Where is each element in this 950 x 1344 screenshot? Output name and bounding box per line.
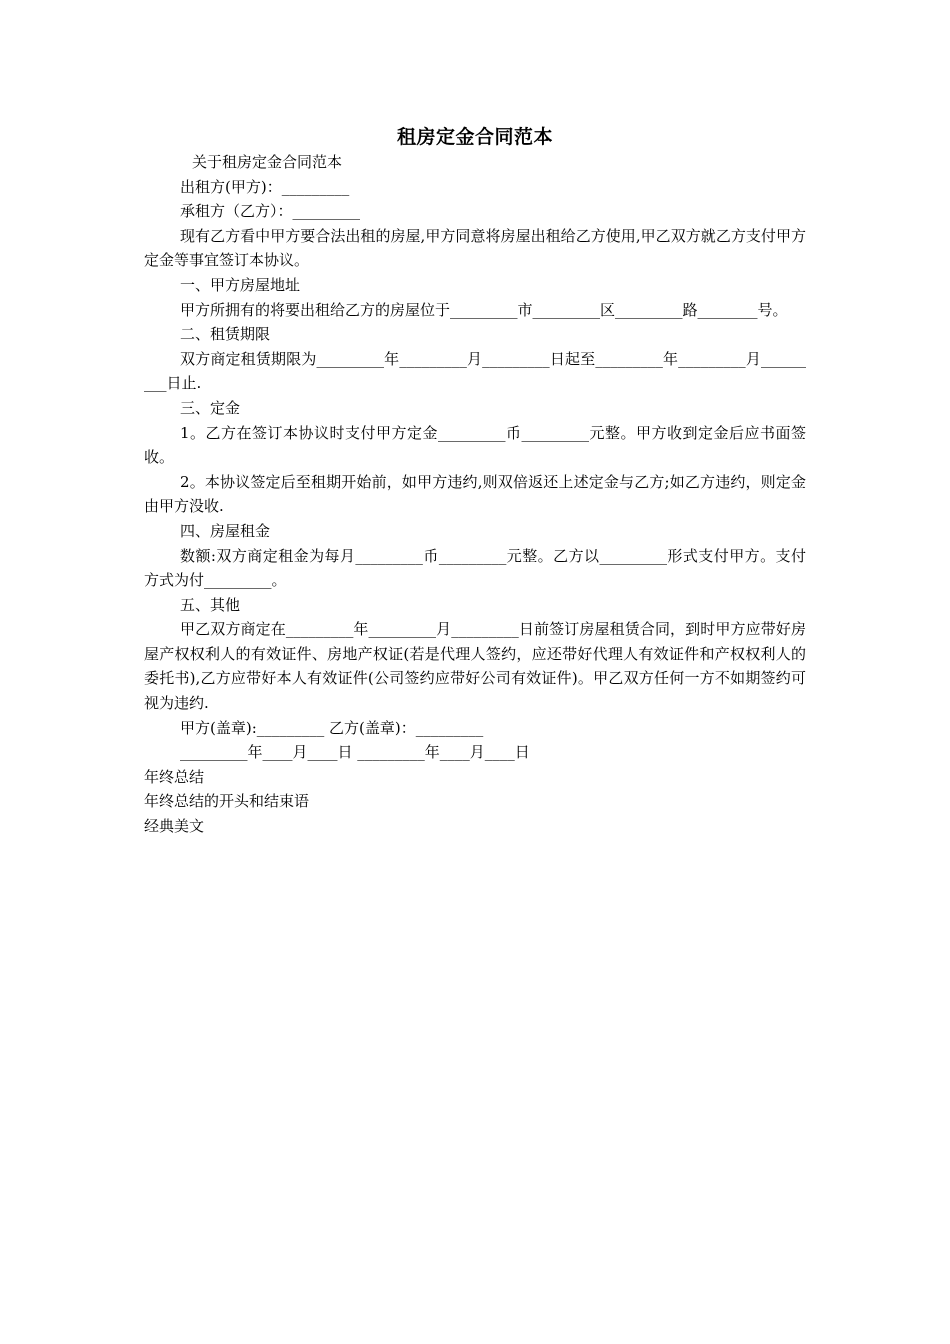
document-paragraph: 双方商定租赁期限为_________年_________月_________日起至_________年_________月_________日止. <box>144 349 806 393</box>
document-paragraph: 年终总结 <box>144 767 205 786</box>
document-paragraph: _________年____月____日 _________年____月____日 <box>180 743 530 762</box>
document-paragraph: 甲方所拥有的将要出租给乙方的房屋位于_________市_________区_________路________号。 <box>180 300 788 319</box>
document-paragraph: 数额:双方商定租金为每月_________币_________元整。乙方以_________形式支付甲方。支付方式为付_________。 <box>144 546 806 590</box>
document-paragraph: 年终总结的开头和结束语 <box>144 792 310 811</box>
document-body <box>144 150 806 839</box>
document-paragraph: 二、租赁期限 <box>180 325 271 344</box>
document-paragraph: 一、甲方房屋地址 <box>180 275 301 294</box>
document-paragraph: 2。本协议签定后至租期开始前，如甲方违约,则双倍返还上述定金与乙方;如乙方违约，则定金由甲方没收. <box>144 472 806 516</box>
document-paragraph: 1。乙方在签订本协议时支付甲方定金_________币_________元整。甲方收到定金后应书面签收。 <box>144 423 806 467</box>
document-paragraph: 五、其他 <box>180 595 241 614</box>
document-paragraph: 关于租房定金合同范本 <box>192 153 343 171</box>
document-title: 租房定金合同范本 <box>396 126 553 148</box>
document-paragraph: 甲方(盖章):_________ 乙方(盖章)：_________ <box>180 718 484 737</box>
document-paragraph: 经典美文 <box>144 817 205 836</box>
document-paragraph: 承租方（乙方）：_________ <box>180 202 361 221</box>
document-paragraph: 现有乙方看中甲方要合法出租的房屋,甲方同意将房屋出租给乙方使用,甲乙双方就乙方支付甲方定金等事宜签订本协议。 <box>144 226 806 270</box>
document-paragraph: 出租方(甲方)：_________ <box>180 177 350 196</box>
document-paragraph: 三、定金 <box>180 398 241 417</box>
document-paragraph: 四、房屋租金 <box>180 521 271 540</box>
document-paragraph: 甲乙双方商定在_________年_________月_________日前签订房屋租赁合同，到时甲方应带好房屋产权权利人的有效证件、房地产权证(若是代理人签约，应还带好代理人有效证件和产权权利人的委托书),乙方应带好本人有效证件(公司签约应带好公司有效证件)。甲乙双方任何一方不如期签约可视为违约. <box>144 620 806 713</box>
